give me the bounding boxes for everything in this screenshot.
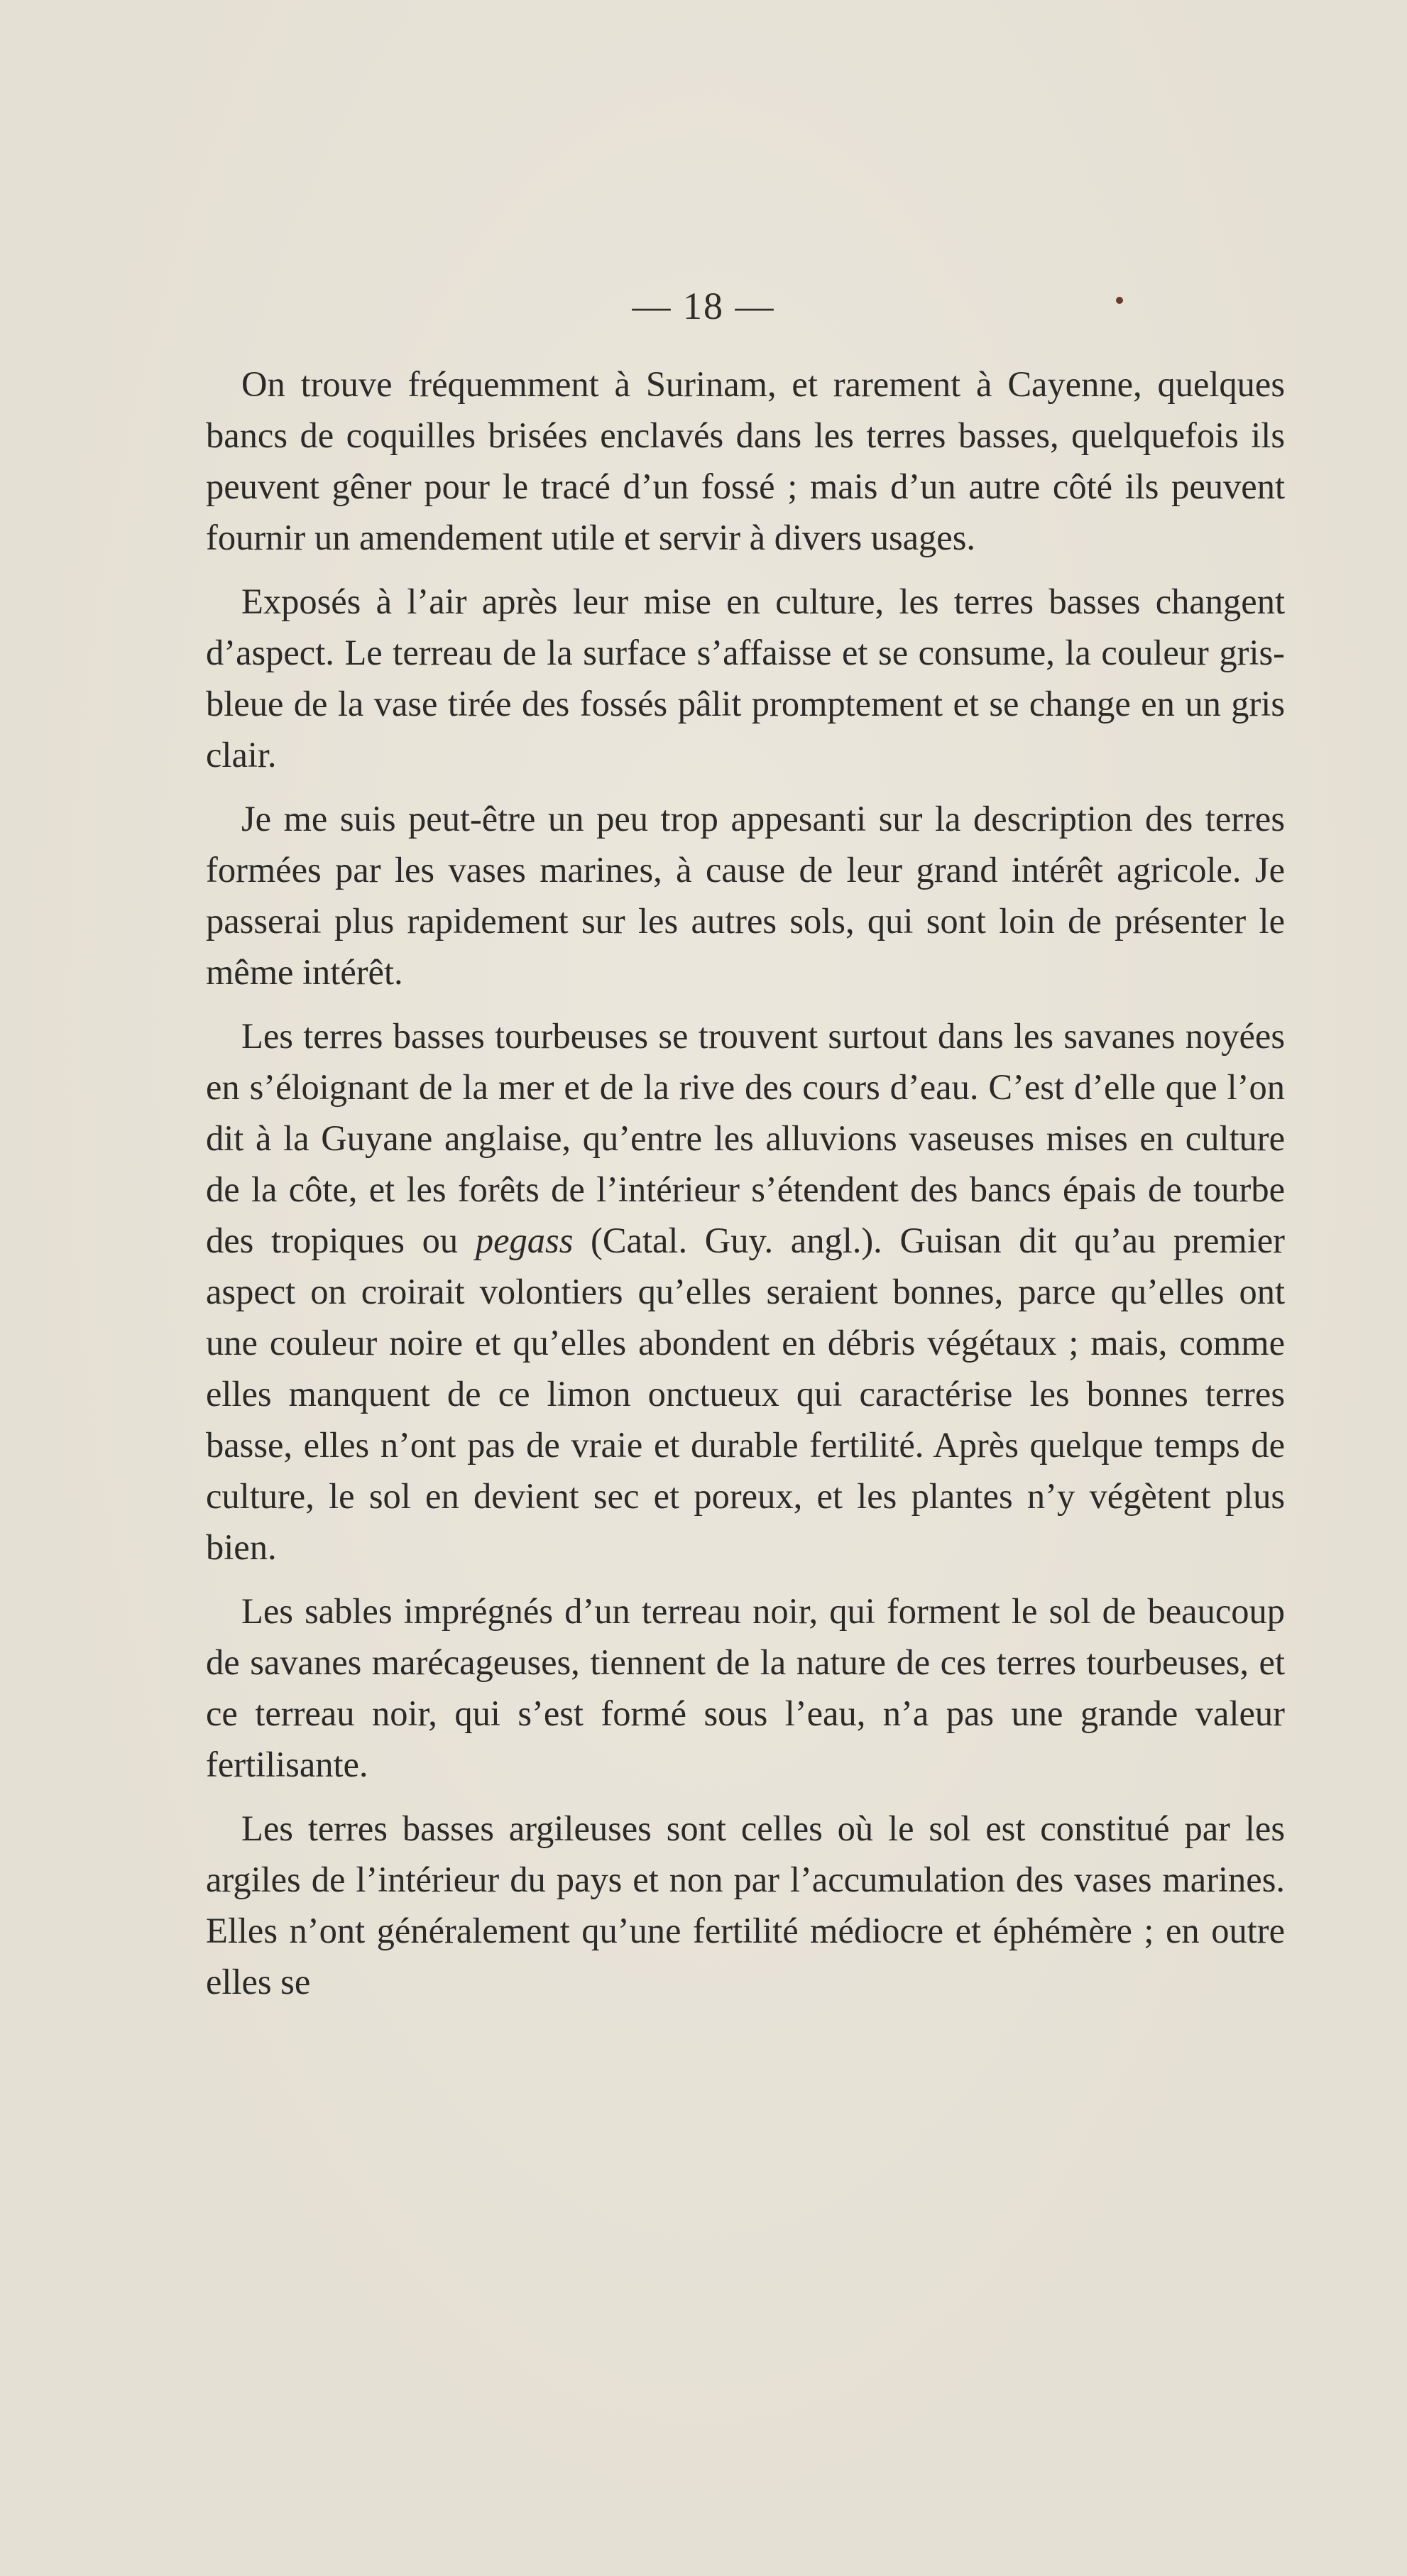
paragraph-1: On trouve fréquemment à Surinam, et rarement à Cayenne, quelques bancs de coquilles brisées enclavés dans les terres basses, quelquefois ils peuvent gêner pour le tracé d’un fossé ; mais d’un autre côté ils peuvent fournir un amendement utile et servir à divers usages. xyxy=(206,364,1285,557)
page-number-header: — 18 — xyxy=(632,285,775,327)
paragraph-4-part-2: (Catal. Guy. angl.). Guisan dit qu’au premier aspect on croirait volontiers qu’elles seraient bonnes, parce qu’elles ont une couleur noire et qu’elles abondent en débris végétaux ; mais, comme elles manquent de ce limon onctueux qui caractérise les bonnes terres basse, elles n’ont pas de vraie et durable fertilité. Après quelque temps de culture, le sol en devient sec et poreux, et les plantes n’y végètent plus bien. xyxy=(206,1221,1285,1567)
paragraph-4-part-1: Les terres basses tourbeuses se trouvent surtout dans les savanes noyées en s’éloignant de la mer et de la rive des cours d’eau. C’est d’elle que l’on dit à la Guyane anglaise, qu’entre les alluvions vaseuses mises en culture de la côte, et les forêts de l’intérieur s’étendent des bancs épais de tourbe des tropiques ou xyxy=(206,1016,1285,1260)
paragraph-3: Je me suis peut-être un peu trop appesanti sur la description des terres formées par les vases marines, à cause de leur grand intérêt agricole. Je passerai plus rapidement sur les autres sols, qui sont loin de présenter le même intérêt. xyxy=(206,799,1285,992)
paragraph-4 xyxy=(206,1010,1285,1573)
body-text xyxy=(206,359,1285,2020)
ink-speck xyxy=(1116,297,1123,304)
paragraph-4-italic-term: pegass xyxy=(475,1221,574,1260)
paragraph-6: Les terres basses argileuses sont celles où le sol est constitué par les argiles de l’intérieur du pays et non par l’accumulation des vases marines. Elles n’ont généralement qu’une fertilité médiocre et éphémère ; en outre elles se xyxy=(206,1808,1285,2002)
paragraph-5: Les sables imprégnés d’un terreau noir, qui forment le sol de beaucoup de savanes marécageuses, tiennent de la nature de ces terres tourbeuses, et ce terreau noir, qui s’est formé sous l’eau, n’a pas une grande valeur fertilisante. xyxy=(206,1591,1285,1784)
paragraph-2: Exposés à l’air après leur mise en culture, les terres basses changent d’aspect. Le terreau de la surface s’affaisse et se consume, la couleur gris-bleue de la vase tirée des fossés pâlit promptement et se change en un gris clair. xyxy=(206,582,1285,775)
